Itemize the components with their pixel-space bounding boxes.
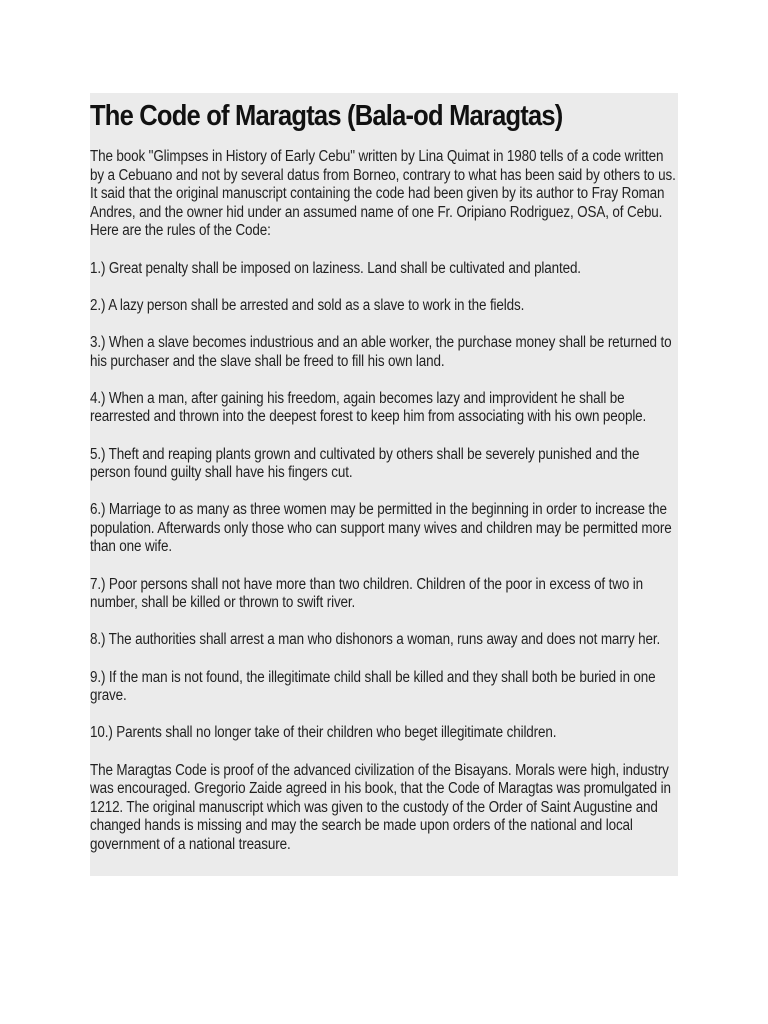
document-title: The Code of Maragtas (Bala-od Maragtas) [90, 100, 563, 132]
rule-text: Parents shall no longer take of their children who beget illegitimate children. [116, 724, 557, 742]
rule-item [90, 260, 678, 279]
rule-number: 5.) [90, 445, 106, 463]
rule-text: Marriage to as many as three women may be permitted in the beginning in order to increase the population. Afterwards only those who can support many wives and children may be permitted more than one wife. [90, 501, 672, 556]
rule-item [90, 334, 678, 371]
rule-item [90, 297, 678, 316]
rule-number: 6.) [90, 501, 106, 519]
rule-number: 2.) [90, 296, 106, 314]
rule-number: 8.) [90, 631, 106, 649]
intro-paragraph: The book "Glimpses in History of Early Cebu" written by Lina Quimat in 1980 tells of a code written by a Cebuano and not by several datus from Borneo, contrary to what has been said by others to us. It said that the original manuscript containing the code had been given by its author to Fray Roman Andres, and the owner hid under an assumed name of one Fr. Oripiano Rodriguez, OSA, of Cebu. Here are the rules of the Code: [90, 148, 676, 240]
rule-number: 10.) [90, 724, 113, 742]
rule-item [90, 669, 678, 706]
rule-item [90, 501, 678, 557]
rule-text: A lazy person shall be arrested and sold as a slave to work in the fields. [108, 296, 525, 314]
document-body [90, 148, 678, 873]
conclusion-paragraph: The Maragtas Code is proof of the advanced civilization of the Bisayans. Morals were high, industry was encouraged. Gregorio Zaide agreed in his book, that the Code of Maragtas was promulgated in 1212. The original manuscript which was given to the custody of the Order of Saint Augustine and changed hands is missing and may the search be made upon orders of the national and local government of a national treasure. [90, 761, 671, 853]
rule-item [90, 576, 678, 613]
rule-number: 9.) [90, 668, 106, 686]
rule-number: 1.) [90, 259, 106, 277]
rule-text: Theft and reaping plants grown and cultivated by others shall be severely punished and the person found guilty shall have his fingers cut. [90, 445, 640, 482]
rule-item [90, 631, 678, 650]
rule-item [90, 390, 678, 427]
rule-item [90, 724, 678, 743]
rule-number: 3.) [90, 333, 106, 351]
rule-text: When a slave becomes industrious and an able worker, the purchase money shall be returned to his purchaser and the slave shall be freed to fill his own land. [90, 333, 672, 370]
rule-number: 4.) [90, 389, 106, 407]
rule-text: The authorities shall arrest a man who dishonors a woman, runs away and does not marry her. [108, 631, 661, 649]
rule-item [90, 446, 678, 483]
rule-text: Great penalty shall be imposed on laziness. Land shall be cultivated and planted. [108, 259, 581, 277]
rule-text: If the man is not found, the illegitimate child shall be killed and they shall both be buried in one grave. [90, 668, 656, 705]
rule-text: When a man, after gaining his freedom, again becomes lazy and improvident he shall be rearrested and thrown into the deepest forest to keep him from associating with his own people. [90, 389, 647, 426]
document-content [90, 93, 678, 876]
rule-text: Poor persons shall not have more than two children. Children of the poor in excess of two in number, shall be killed or thrown to swift river. [90, 575, 644, 612]
rule-number: 7.) [90, 575, 106, 593]
